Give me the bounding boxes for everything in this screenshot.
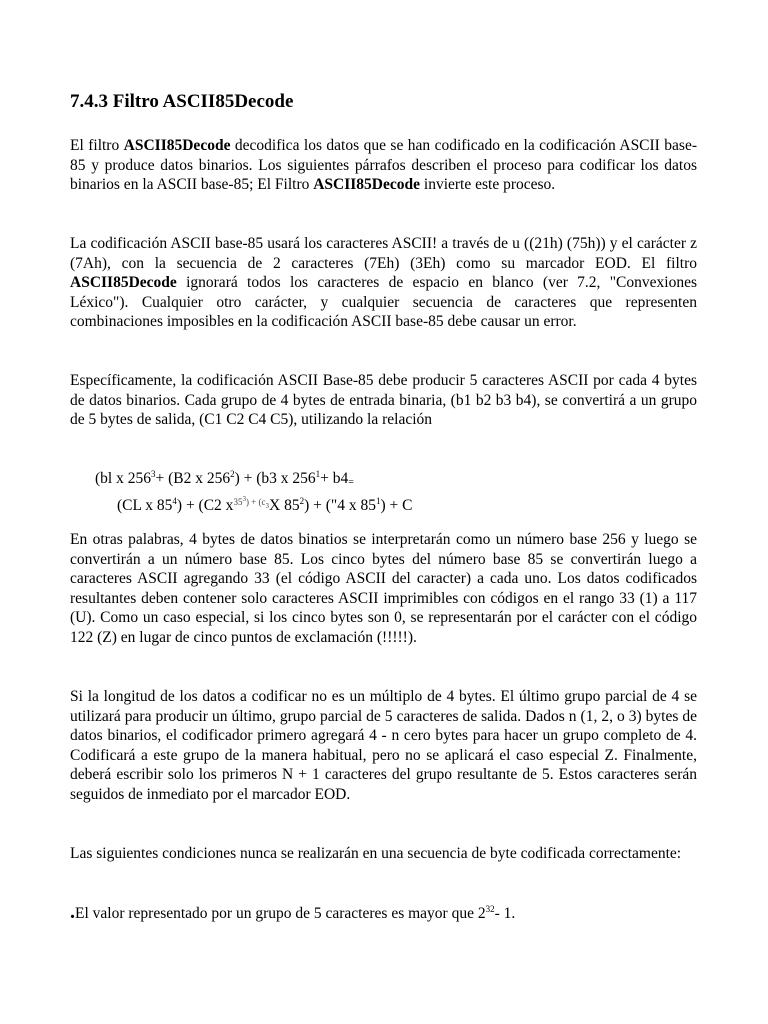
text: - 1. xyxy=(494,905,516,922)
bullet-item xyxy=(70,903,697,924)
exponent: 4 xyxy=(172,496,177,506)
text: El valor representado por un grupo de 5 caracteres es mayor que 2 xyxy=(75,905,486,922)
exponent: 3 xyxy=(150,469,156,479)
formula-text: (bl x 256 xyxy=(95,470,151,487)
formula-text: ) + (b3 x 256 xyxy=(234,470,316,487)
bullet-mark: . xyxy=(70,901,75,923)
text: invierte este proceso. xyxy=(420,176,556,193)
filter-name: ASCII85Decode xyxy=(313,176,421,193)
formula-line-2 xyxy=(117,490,677,517)
paragraph-explanation: En otras palabras, 4 bytes de datos binatios se interpretarán como un número base 256 y luego se convertirán a un número base 85. Los cinco bytes del número base 85 se convertirán luego a caracteres ASCII agregando 33 (el código ASCII del caracter) a cada uno. Los datos codificados resultantes deben contener solo caracteres ASCII imprimibles con códigos en el rango 33 (1) a 117 (U). Como un caso especial, si los cinco bytes son 0, se representarán por el carácter con el código 122 (Z) en lugar de cinco puntos de exclamación (!!!!!). xyxy=(70,531,697,646)
paragraph-partial-group: Si la longitud de los datos a codificar no es un múltiplo de 4 bytes. El último grupo parcial de 4 se utilizará para producir un último, grupo parcial de 5 caracteres de salida. Dados n (1, 2, o 3) bytes de datos binarios, el codificador primero agregará 4 - n cero bytes para hacer un grupo completo de 4. Codificará a este grupo de la manera habitual, pero no se aplicará el caso especial Z. Finalmente, deberá escribir solo los primeros N + 1 caracteres del grupo resultante de 5. Estos caracteres serán seguidos de inmediato por el marcador EOD. xyxy=(70,688,697,803)
formula-text: ) + (C2 x xyxy=(176,497,234,514)
exponent: 2 xyxy=(299,496,305,506)
filter-name: ASCII85Decode xyxy=(123,137,231,154)
paragraph-specifics: Específicamente, la codificación ASCII Base-85 debe producir 5 caracteres ASCII por cada 4 bytes de datos binarios. Cada grupo de 4 bytes de entrada binaria, (b1 b2 b3 b4), se convertirá a un grupo de 5 bytes de salida, (C1 C2 C4 C5), utilizando la relación xyxy=(70,372,697,428)
formula-text: + b4 xyxy=(320,470,349,487)
formula-line-1 xyxy=(95,469,655,493)
filter-name: ASCII85Decode xyxy=(70,274,177,291)
exponent: 1 xyxy=(376,496,381,506)
text: decodifica los datos que se han codificado en la codificación ASCII base-85 y produce datos binarios. Los siguientes párrafos describen el proceso para codificar los datos binarios en la ASCII base-85; El Filtro xyxy=(70,137,697,193)
paragraph-conditions: Las siguientes condiciones nunca se realizarán en una secuencia de byte codificada correctamente: xyxy=(70,845,682,862)
equals-sign: = xyxy=(348,477,354,488)
paragraph-intro xyxy=(70,136,697,195)
paragraph-encoding xyxy=(70,234,697,332)
formula-text: ) + ("4 x 85 xyxy=(304,497,376,514)
formula-text: + (B2 x 256 xyxy=(155,470,231,487)
small-text: 35 xyxy=(233,497,243,507)
text: El filtro xyxy=(70,137,124,154)
section-heading: 7.4.3 Filtro ASCII85Decode xyxy=(70,91,294,112)
formula-text: X 85 xyxy=(269,497,300,514)
exponent: 3 xyxy=(242,495,246,503)
subscript: 3 xyxy=(265,502,270,510)
text: ignorará todos los caracteres de espacio en blanco (ver 7.2, "Convexiones Léxico"). Cualquier otro carácter, y cualquier secuencia de caracteres que representen combinaciones imposibles en la codificación ASCII base-85 debe causar un error. xyxy=(70,274,697,330)
formula-text: (CL x 85 xyxy=(117,497,173,514)
exponent: 2 xyxy=(230,469,235,479)
formula-text: ) + C xyxy=(380,497,413,514)
exponent: 1 xyxy=(315,469,321,479)
small-text: ) + (c xyxy=(245,497,266,507)
text: La codificación ASCII base-85 usará los caracteres ASCII! a través de u ((21h) (75h)) y el carácter z (7Ah), con la secuencia de 2 caracteres (7Eh) (3Eh) como su marcador EOD. El filtro xyxy=(70,235,697,272)
exponent: 32 xyxy=(485,904,495,914)
